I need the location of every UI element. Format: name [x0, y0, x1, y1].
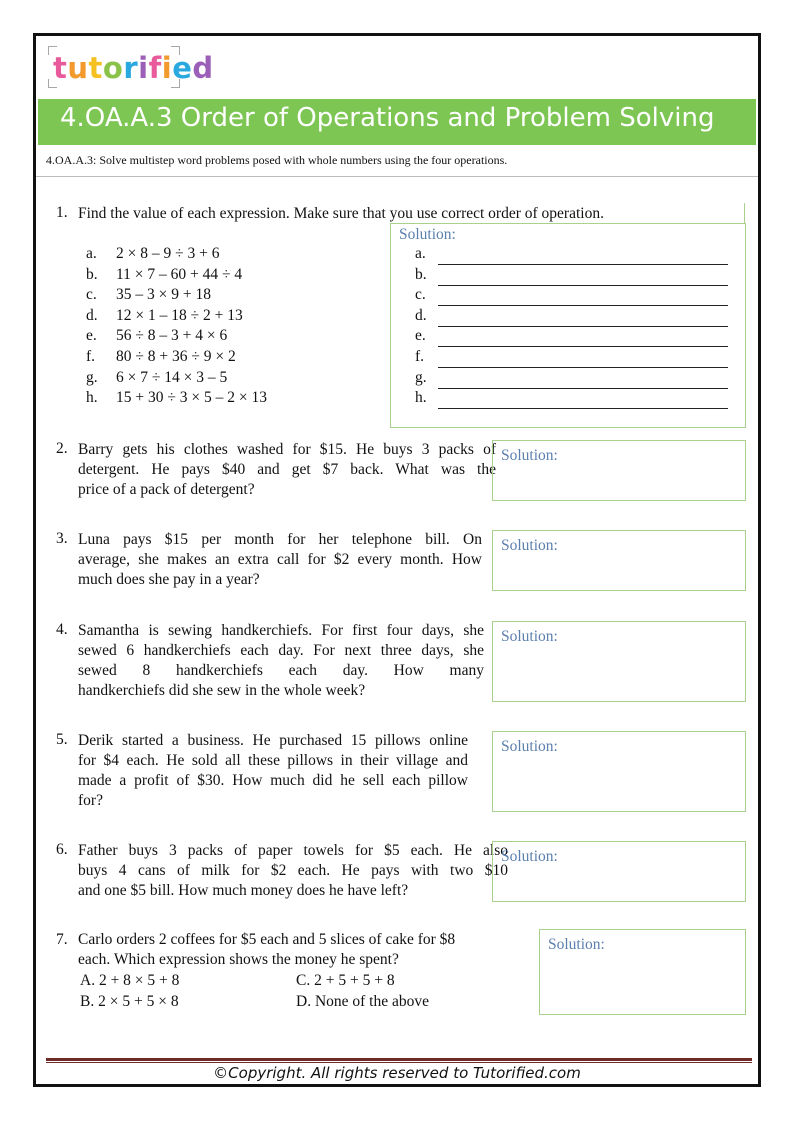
question-text-line: handkerchiefs did she sew in the whole week?: [78, 682, 366, 699]
logo-letter: r: [123, 51, 139, 85]
expression-letter: e.: [86, 327, 97, 345]
question-number: 6.: [56, 841, 68, 858]
solution-box[interactable]: [492, 731, 746, 812]
expression: 80 ÷ 8 + 36 ÷ 9 × 2: [116, 348, 236, 365]
question-7-line-1: Carlo orders 2 coffees for $5 each and 5 slices of cake for $8: [78, 931, 456, 948]
expression: 15 + 30 ÷ 3 × 5 – 2 × 13: [116, 389, 267, 407]
answer-letter: h.: [415, 389, 427, 407]
question-text-line: Luna pays $15 per month for her telephone bill. On: [78, 531, 482, 548]
title-banner: [38, 96, 756, 145]
solution-label: Solution:: [501, 537, 558, 554]
expression-letter: h.: [86, 389, 98, 407]
expression: 35 – 3 × 9 + 18: [116, 286, 211, 304]
question-7-option-c: C. 2 + 5 + 5 + 8: [296, 972, 395, 989]
solution-label: Solution:: [501, 628, 558, 645]
question-text-line: for $4 each. He sold all these pillows in their village and: [78, 752, 468, 769]
question-text-line: average, she makes an extra call for $2 every month. How: [78, 551, 482, 568]
solution-box[interactable]: [492, 841, 746, 902]
logo-letter: u: [67, 51, 89, 85]
expression-letter: f.: [86, 348, 96, 365]
answer-letter: g.: [415, 368, 427, 386]
answer-line[interactable]: [438, 305, 728, 306]
expression-letter: g.: [86, 368, 98, 386]
solution-box[interactable]: [492, 440, 746, 501]
question-1-text: Find the value of each expression. Make sure that you use correct order of operation.: [78, 205, 604, 222]
solution-label: Solution:: [399, 226, 456, 243]
answer-letter: c.: [415, 286, 426, 304]
question-text-line: sewed 6 handkerchiefs each day. For next three days, she: [78, 642, 484, 659]
answer-letter: e.: [415, 327, 426, 345]
solution-label: Solution:: [501, 848, 558, 865]
expression-letter: d.: [86, 306, 98, 324]
page-title: 4.OA.A.3 Order of Operations and Problem Solving: [60, 103, 715, 133]
question-text-line: made a profit of $30. How much did he sell each pillow: [78, 772, 468, 789]
answer-letter: b.: [415, 265, 427, 283]
question-text-line: Derik started a business. He purchased 15 pillows online: [78, 732, 468, 749]
question-7-option-a: A. 2 + 8 × 5 + 8: [80, 972, 180, 989]
logo-letter: d: [192, 51, 214, 85]
question-text-line: price of a pack of detergent?: [78, 481, 255, 498]
solution-label: Solution:: [548, 936, 605, 953]
solution-box-edge: [744, 203, 745, 223]
expression-letter: c.: [86, 286, 97, 304]
answer-line[interactable]: [438, 408, 728, 409]
answer-line[interactable]: [438, 388, 728, 389]
question-7-solution-box[interactable]: [539, 929, 746, 1015]
expression: 12 × 1 – 18 ÷ 2 + 13: [116, 306, 243, 324]
expression: 2 × 8 – 9 ÷ 3 + 6: [116, 245, 220, 262]
question-number: 5.: [56, 731, 68, 748]
answer-letter: a.: [415, 245, 426, 262]
expression: 56 ÷ 8 – 3 + 4 × 6: [116, 327, 228, 345]
logo-letter: f: [148, 51, 162, 85]
copyright-footer: ©Copyright. All rights reserved to Tutorified.com: [213, 1064, 581, 1082]
question-7-number: 7.: [56, 931, 68, 948]
question-number: 2.: [56, 440, 68, 457]
footer-rule-thin: [46, 1062, 752, 1063]
answer-line[interactable]: [438, 346, 728, 347]
question-7-option-d: D. None of the above: [296, 993, 429, 1010]
question-text-line: Samantha is sewing handkerchiefs. For first four days, she: [78, 622, 484, 639]
logo-letter: t: [53, 51, 68, 85]
question-number: 3.: [56, 530, 68, 547]
question-text-line: sewed 8 handkerchiefs each day. How many: [78, 662, 484, 679]
logo-letter: o: [102, 51, 124, 85]
solution-box[interactable]: [492, 530, 746, 591]
question-text-line: Barry gets his clothes washed for $15. He buys 3 packs of: [78, 441, 496, 458]
logo-letter: i: [161, 51, 173, 85]
logo-letter: i: [138, 51, 149, 85]
divider: [36, 176, 758, 177]
answer-letter: d.: [415, 306, 427, 324]
question-text-line: Father buys 3 packs of paper towels for $5 each. He also: [78, 842, 508, 859]
solution-label: Solution:: [501, 447, 558, 464]
question-text-line: for?: [78, 792, 103, 809]
question-text-line: detergent. He pays $40 and get $7 back. What was the: [78, 461, 496, 478]
expression-letter: b.: [86, 265, 98, 283]
footer-rule: [46, 1058, 752, 1061]
logo-wordmark: [53, 48, 214, 88]
question-text-line: much does she pay in a year?: [78, 571, 260, 588]
expression-letter: a.: [86, 245, 97, 262]
logo-letter: e: [172, 51, 193, 85]
answer-line[interactable]: [438, 326, 728, 327]
answer-line[interactable]: [438, 285, 728, 286]
answer-line[interactable]: [438, 367, 728, 368]
expression: 11 × 7 – 60 + 44 ÷ 4: [116, 265, 243, 283]
question-text-line: buys 4 cans of milk for $2 each. He pays with two $10: [78, 862, 508, 879]
solution-box[interactable]: [492, 621, 746, 702]
logo-letter: t: [88, 51, 103, 85]
solution-label: Solution:: [501, 738, 558, 755]
question-7-option-b: B. 2 × 5 + 5 × 8: [80, 993, 179, 1010]
expression: 6 × 7 ÷ 14 × 3 – 5: [116, 368, 228, 386]
standard-description: 4.OA.A.3: Solve multistep word problems posed with whole numbers using the four operations.: [46, 153, 508, 167]
question-text-line: and one $5 bill. How much money does he have left?: [78, 882, 409, 899]
answer-line[interactable]: [438, 264, 728, 265]
answer-letter: f.: [415, 348, 425, 365]
question-7-line-2: each. Which expression shows the money he spent?: [78, 951, 399, 968]
question-1-number: 1.: [56, 204, 68, 221]
question-number: 4.: [56, 621, 68, 638]
